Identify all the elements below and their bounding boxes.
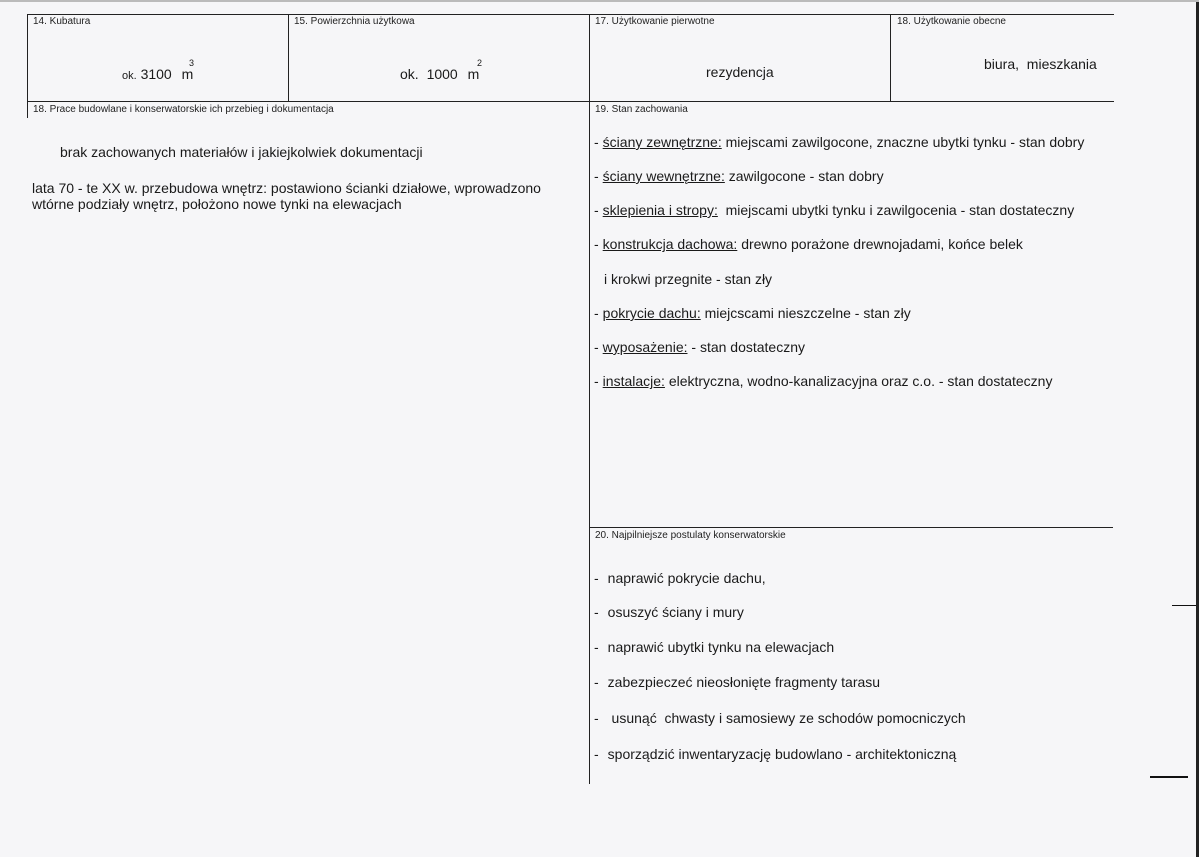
list-dash: - — [594, 639, 599, 655]
stan-item-key: pokrycie dachu: — [602, 305, 701, 321]
list-dash: - — [594, 674, 599, 690]
list-dash: - — [594, 604, 599, 620]
postulat-item — [594, 674, 880, 691]
postulat-text: usunąć chwasty i samosiewy ze schodów pomocniczych — [607, 710, 966, 726]
stan-item — [594, 339, 805, 356]
prace-label: 18. Prace budowlane i konserwatorskie ich przebieg i dokumentacja — [33, 104, 334, 115]
list-dash: - — [594, 202, 599, 218]
stan-item-text: zawilgocone - stan dobry — [724, 168, 884, 184]
postulat-text: sporządzić inwentaryzację budowlano - architektoniczną — [607, 746, 957, 762]
list-dash: - — [594, 746, 599, 762]
stan-item-continuation: i krokwi przegnite - stan zły — [604, 271, 773, 287]
stan-item — [594, 236, 1023, 253]
kubatura-label: 14. Kubatura — [33, 16, 91, 27]
postulat-text: osuszyć ściany i mury — [607, 604, 744, 620]
prace-line2: lata 70 - te XX w. przebudowa wnętrz: postawiono ścianki działowe, wprowadzono — [32, 180, 541, 196]
scan-mark — [1150, 776, 1188, 778]
stan-item — [594, 202, 1074, 219]
stan-item-text: elektryczna, wodno-kanalizacyjna oraz c.o. - stan dostateczny — [664, 373, 1053, 389]
obecne-value: biura, mieszkania — [984, 56, 1097, 72]
stan-item-text: miejscami zawilgocone, znaczne ubytki tynku - stan dobry — [721, 134, 1085, 150]
list-dash: - — [594, 305, 599, 321]
list-dash: - — [594, 570, 599, 586]
stan-item — [594, 305, 911, 322]
stan-item — [594, 134, 1084, 151]
list-dash: - — [594, 339, 599, 355]
kubatura-exponent: 3 — [189, 58, 195, 68]
postulat-item — [594, 639, 834, 656]
divider-obecne — [890, 14, 891, 102]
powierzchnia-prefix: ok. — [400, 66, 419, 82]
postulat-text: naprawić pokrycie dachu, — [607, 570, 766, 586]
list-dash: - — [594, 134, 599, 150]
header-top-border — [27, 14, 1114, 15]
postulat-text: naprawić ubytki tynku na elewacjach — [607, 639, 835, 655]
stan-item — [594, 168, 884, 185]
postulat-item — [594, 710, 966, 727]
postulaty-label: 20. Najpilniejsze postulaty konserwatorskie — [595, 530, 786, 541]
divider-kubatura — [288, 14, 289, 102]
stan-item-key: ściany wewnętrzne: — [602, 168, 725, 184]
stan-item-text: miejcscami nieszczelne - stan zły — [700, 305, 911, 321]
kubatura-value — [122, 66, 193, 85]
postulat-item — [594, 746, 956, 763]
kubatura-number: 3100 — [140, 66, 172, 82]
list-dash: - — [594, 373, 599, 389]
stan-bottom-border — [589, 527, 1113, 528]
left-border — [27, 14, 28, 118]
header-bottom-border — [27, 101, 1114, 102]
scan-mark — [1172, 605, 1196, 606]
list-dash: - — [594, 236, 599, 252]
kubatura-prefix: ok. — [122, 70, 137, 82]
powierzchnia-label: 15. Powierzchnia użytkowa — [294, 16, 415, 27]
powierzchnia-unit: m — [467, 66, 480, 82]
powierzchnia-value — [400, 66, 479, 83]
stan-item-key: ściany zewnętrzne: — [602, 134, 722, 150]
stan-item-key: wyposażenie: — [602, 339, 688, 355]
postulat-item — [594, 570, 766, 587]
list-dash: - — [594, 710, 599, 726]
stan-item-text: - stan dostateczny — [687, 339, 806, 355]
stan-item — [594, 373, 1052, 390]
stan-item-text: drewno porażone drewnojadami, końce belek — [737, 236, 1023, 252]
stan-item-text: miejscami ubytki tynku i zawilgocenia - stan dostateczny — [717, 202, 1075, 218]
pierwotne-value: rezydencja — [706, 64, 774, 80]
powierzchnia-number: 1000 — [426, 66, 458, 82]
obecne-label: 18. Użytkowanie obecne — [897, 16, 1006, 27]
prace-line3: wtórne podziały wnętrz, położono nowe tynki na elewacjach — [32, 196, 402, 212]
center-divider — [589, 14, 590, 784]
postulat-item — [594, 604, 744, 621]
scan-edge-top — [0, 0, 1199, 2]
prace-line1: brak zachowanych materiałów i jakiejkolwiek dokumentacji — [60, 144, 423, 160]
powierzchnia-exponent: 2 — [477, 58, 483, 68]
stan-item-key: sklepienia i stropy: — [602, 202, 718, 218]
list-dash: - — [594, 168, 599, 184]
stan-label: 19. Stan zachowania — [595, 104, 688, 115]
pierwotne-label: 17. Użytkowanie pierwotne — [595, 16, 715, 27]
postulat-text: zabezpieczeć nieosłonięte fragmenty tarasu — [607, 674, 881, 690]
stan-item-key: konstrukcja dachowa: — [602, 236, 738, 252]
kubatura-unit: m — [181, 66, 194, 82]
stan-item-key: instalacje: — [602, 373, 665, 389]
